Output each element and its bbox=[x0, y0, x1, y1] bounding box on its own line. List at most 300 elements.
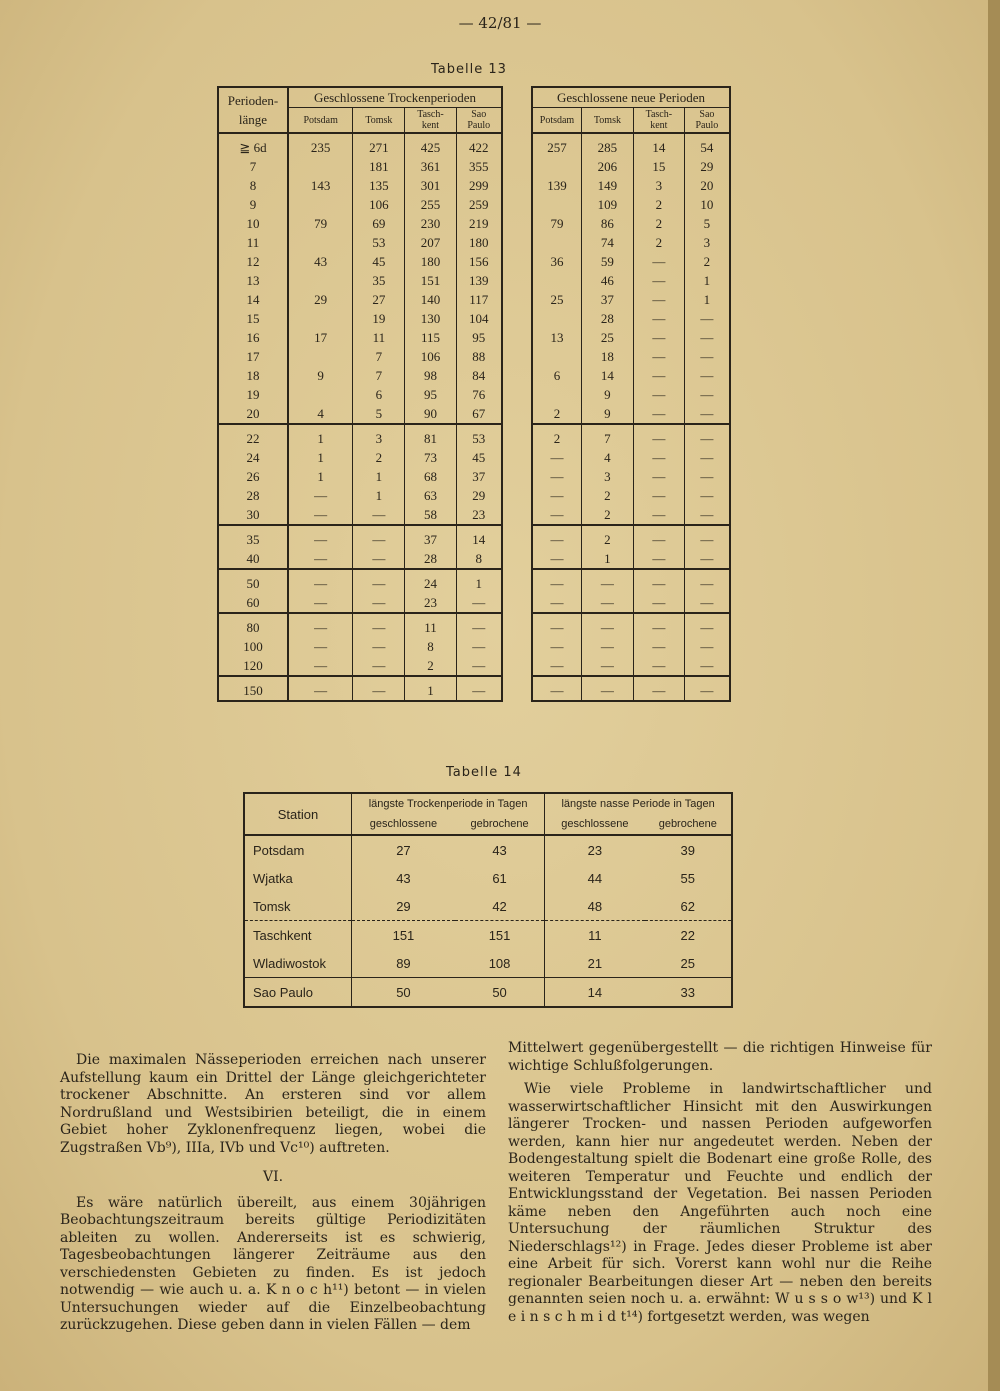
table-cell: 69 bbox=[353, 214, 405, 233]
table-cell: 13 bbox=[550, 330, 564, 345]
table-cell: 45 bbox=[456, 448, 502, 467]
table-row bbox=[218, 676, 502, 701]
text-column-right bbox=[508, 1040, 932, 1332]
table-cell: 2 bbox=[582, 486, 634, 505]
table-cell: — bbox=[353, 505, 405, 525]
table-cell: — bbox=[582, 637, 634, 656]
table-cell: 106 bbox=[353, 195, 405, 214]
table-cell bbox=[288, 309, 353, 328]
table-cell: 14 bbox=[456, 525, 502, 549]
table-cell: — bbox=[684, 328, 730, 347]
table-cell: 46 bbox=[582, 271, 634, 290]
table-cell: 14 bbox=[633, 133, 684, 157]
table-cell: 27 bbox=[353, 290, 405, 309]
table-row bbox=[532, 252, 730, 271]
table-cell: — bbox=[456, 676, 502, 701]
table14-longest-periods bbox=[243, 792, 733, 1008]
table-cell: — bbox=[633, 290, 684, 309]
table-cell bbox=[532, 157, 582, 176]
table-cell: 9 bbox=[288, 366, 353, 385]
table13-caption: Tabelle 13 bbox=[431, 62, 507, 77]
station-name: Taschkent bbox=[244, 921, 352, 950]
table-cell: — bbox=[353, 637, 405, 656]
table-cell: — bbox=[288, 593, 353, 613]
table-cell: — bbox=[633, 656, 684, 676]
table-cell: 1 bbox=[288, 467, 353, 486]
table-cell: 151 bbox=[455, 921, 545, 950]
table-cell: 8 bbox=[218, 176, 288, 195]
table-cell: 8 bbox=[405, 637, 456, 656]
table-cell: 207 bbox=[405, 233, 456, 252]
table-row bbox=[218, 656, 502, 676]
table-cell: — bbox=[633, 676, 684, 701]
table-cell: — bbox=[633, 271, 684, 290]
table-row bbox=[218, 214, 502, 233]
table-cell: — bbox=[456, 656, 502, 676]
table-row bbox=[218, 252, 502, 271]
table-row bbox=[532, 290, 730, 309]
table-cell: 60 bbox=[218, 593, 288, 613]
table-cell: ≧ 6d bbox=[218, 133, 288, 157]
table-cell: 28 bbox=[405, 549, 456, 569]
table-cell: — bbox=[353, 676, 405, 701]
table-cell: 58 bbox=[405, 505, 456, 525]
section-heading: VI. bbox=[262, 1169, 284, 1185]
table-cell: 230 bbox=[405, 214, 456, 233]
table-cell: 37 bbox=[582, 290, 634, 309]
table-cell: — bbox=[633, 593, 684, 613]
table-cell: 17 bbox=[288, 328, 353, 347]
table13-new-periods bbox=[531, 86, 731, 702]
table-cell: — bbox=[684, 467, 730, 486]
table-cell bbox=[532, 195, 582, 214]
table-row bbox=[532, 214, 730, 233]
table-cell: — bbox=[532, 676, 582, 701]
col-head-right-0: Potsdam bbox=[532, 108, 582, 134]
table-cell: 3 bbox=[353, 424, 405, 448]
col-group-wet: längste nasse Periode in Tagen bbox=[561, 798, 715, 810]
table-cell: 15 bbox=[633, 157, 684, 176]
paragraph: Es wäre natürlich übereilt, aus einem 30jährigen Beobachtungszeitraum bereits gültige Periodizitäten ableiten zu wollen. Andererseits ist es schwierig, Tagesbeobachtungen längerer Zeiträume aus den verschiedensten Gebieten zu finden. Es ist jedoch notwendig — wie auch u. a. K n o c h¹¹) betont — in vielen Untersuchungen wieder auf die Einzelbeobachtung zurückzugehen. Diese geben dann in vielen Fällen — dem bbox=[60, 1194, 486, 1333]
table-cell: 9 bbox=[218, 195, 288, 214]
table-row bbox=[218, 404, 502, 424]
col-head-left-1: Tomsk bbox=[353, 108, 405, 134]
table-cell: — bbox=[633, 505, 684, 525]
table-cell: 12 bbox=[218, 252, 288, 271]
table-row bbox=[532, 486, 730, 505]
table-cell: 20 bbox=[684, 176, 730, 195]
table-cell: 219 bbox=[456, 214, 502, 233]
table-row bbox=[218, 525, 502, 549]
table-cell: 2 bbox=[553, 406, 561, 421]
table-cell: 108 bbox=[455, 949, 545, 978]
table-cell: — bbox=[288, 613, 353, 637]
table-cell: 19 bbox=[218, 385, 288, 404]
table-cell: — bbox=[633, 385, 684, 404]
table-cell: 355 bbox=[456, 157, 502, 176]
table-cell: — bbox=[582, 613, 634, 637]
table-cell: 29 bbox=[288, 290, 353, 309]
table-cell: — bbox=[633, 252, 684, 271]
table-cell: — bbox=[550, 488, 564, 503]
table-cell: 156 bbox=[456, 252, 502, 271]
table-cell: — bbox=[684, 385, 730, 404]
table-row bbox=[244, 892, 732, 921]
table-cell: 117 bbox=[456, 290, 502, 309]
table-cell: 1 bbox=[288, 424, 353, 448]
table-cell: — bbox=[633, 525, 684, 549]
table-cell: 50 bbox=[218, 569, 288, 593]
table-cell: — bbox=[684, 505, 730, 525]
table14-caption: Tabelle 14 bbox=[446, 765, 522, 780]
table-cell: — bbox=[633, 637, 684, 656]
table-row bbox=[532, 656, 730, 676]
table-cell: — bbox=[684, 366, 730, 385]
table-row bbox=[218, 424, 502, 448]
table-cell: 2 bbox=[633, 214, 684, 233]
table-cell: 37 bbox=[405, 525, 456, 549]
table-cell: 23 bbox=[456, 505, 502, 525]
table-row bbox=[532, 176, 730, 195]
table-cell: 25 bbox=[582, 328, 634, 347]
table-cell: 1 bbox=[288, 448, 353, 467]
table-cell: 25 bbox=[550, 292, 564, 307]
col-head-periodenlaenge: Perioden- länge bbox=[218, 87, 288, 133]
table-cell: 48 bbox=[587, 898, 603, 914]
table-cell bbox=[288, 271, 353, 290]
table-cell: 257 bbox=[547, 140, 567, 155]
table-cell: 271 bbox=[353, 133, 405, 157]
table-cell: — bbox=[633, 328, 684, 347]
table-cell: 7 bbox=[582, 424, 634, 448]
table-cell: — bbox=[353, 593, 405, 613]
table-cell: 1 bbox=[684, 290, 730, 309]
table-cell: 53 bbox=[456, 424, 502, 448]
table-cell: 139 bbox=[456, 271, 502, 290]
table-cell: 67 bbox=[456, 404, 502, 424]
table-row bbox=[218, 613, 502, 637]
table-cell: — bbox=[582, 656, 634, 676]
table-cell: 17 bbox=[218, 347, 288, 366]
table-cell: 14 bbox=[218, 290, 288, 309]
table-cell: 16 bbox=[218, 328, 288, 347]
table-cell: 2 bbox=[353, 448, 405, 467]
table-cell: 9 bbox=[582, 404, 634, 424]
table-cell: 53 bbox=[353, 233, 405, 252]
col-head-right-3: Sao Paulo bbox=[684, 108, 730, 134]
table-cell: 4 bbox=[288, 404, 353, 424]
table-cell: — bbox=[582, 676, 634, 701]
table-cell: 90 bbox=[405, 404, 456, 424]
table-cell: 4 bbox=[582, 448, 634, 467]
table-cell: — bbox=[288, 676, 353, 701]
table-cell: 37 bbox=[456, 467, 502, 486]
table-cell: 43 bbox=[455, 835, 545, 864]
table-cell: 86 bbox=[582, 214, 634, 233]
table-row bbox=[532, 637, 730, 656]
table-cell: 1 bbox=[353, 467, 405, 486]
table-cell: — bbox=[550, 595, 564, 610]
table-cell: — bbox=[288, 505, 353, 525]
table-cell: 2 bbox=[633, 195, 684, 214]
table-cell: 2 bbox=[532, 424, 582, 448]
table-cell: — bbox=[684, 613, 730, 637]
table-cell: 3 bbox=[582, 467, 634, 486]
table-row bbox=[532, 309, 730, 328]
table-cell: 259 bbox=[456, 195, 502, 214]
table-row bbox=[218, 385, 502, 404]
table-cell: 7 bbox=[218, 157, 288, 176]
table-cell: — bbox=[456, 593, 502, 613]
table-cell: 135 bbox=[353, 176, 405, 195]
table-row bbox=[244, 835, 732, 864]
table-cell: 19 bbox=[353, 309, 405, 328]
table-cell: 422 bbox=[456, 133, 502, 157]
table-cell: — bbox=[684, 448, 730, 467]
table-cell: 39 bbox=[680, 842, 695, 858]
table-cell: 301 bbox=[405, 176, 456, 195]
table-cell bbox=[288, 233, 353, 252]
table-cell: 14 bbox=[545, 978, 645, 1008]
table-cell: 54 bbox=[684, 133, 730, 157]
table-row bbox=[218, 309, 502, 328]
table-row bbox=[218, 549, 502, 569]
table-cell bbox=[532, 347, 582, 366]
table-row bbox=[532, 467, 730, 486]
table-cell: — bbox=[633, 448, 684, 467]
table-cell: 25 bbox=[680, 955, 695, 971]
table-cell: 79 bbox=[288, 214, 353, 233]
table-cell: — bbox=[288, 637, 353, 656]
table-cell: — bbox=[633, 404, 684, 424]
table-cell: 7 bbox=[353, 347, 405, 366]
sub-wet-gebrochene: gebrochene bbox=[645, 814, 732, 835]
table-cell: 120 bbox=[218, 656, 288, 676]
table-cell: 130 bbox=[405, 309, 456, 328]
table-cell: 24 bbox=[218, 448, 288, 467]
table-cell: 180 bbox=[456, 233, 502, 252]
table-cell: — bbox=[684, 347, 730, 366]
table-cell: 28 bbox=[582, 309, 634, 328]
table-cell: 11 bbox=[353, 328, 405, 347]
table-cell: 1 bbox=[353, 486, 405, 505]
table-cell: 73 bbox=[405, 448, 456, 467]
text-column-left bbox=[60, 1052, 486, 1341]
table-cell: — bbox=[684, 593, 730, 613]
table-cell: — bbox=[684, 525, 730, 549]
table-cell bbox=[288, 157, 353, 176]
table-row bbox=[218, 637, 502, 656]
table-row bbox=[532, 157, 730, 176]
table-row bbox=[532, 593, 730, 613]
table-cell: 43 bbox=[396, 870, 411, 886]
table-row bbox=[218, 290, 502, 309]
table-cell: 2 bbox=[582, 525, 634, 549]
table-cell: 5 bbox=[353, 404, 405, 424]
table-cell: 151 bbox=[352, 921, 455, 950]
table-cell: 22 bbox=[645, 921, 732, 950]
table-cell: 35 bbox=[353, 271, 405, 290]
table-row bbox=[244, 978, 732, 1008]
table-cell: 95 bbox=[456, 328, 502, 347]
table-cell: — bbox=[633, 486, 684, 505]
table-row bbox=[532, 133, 730, 157]
table-row bbox=[244, 949, 732, 978]
table-cell: 30 bbox=[218, 505, 288, 525]
table-row bbox=[532, 195, 730, 214]
table-cell: 181 bbox=[353, 157, 405, 176]
col-group-dry: längste Trockenperiode in Tagen bbox=[352, 793, 545, 814]
table-cell: — bbox=[684, 637, 730, 656]
table-cell: — bbox=[633, 309, 684, 328]
table-cell: 36 bbox=[550, 254, 564, 269]
table-cell: — bbox=[532, 569, 582, 593]
table-cell: 150 bbox=[218, 676, 288, 701]
table-cell: — bbox=[633, 613, 684, 637]
table-cell: 95 bbox=[405, 385, 456, 404]
table-cell: 98 bbox=[405, 366, 456, 385]
table-row bbox=[532, 347, 730, 366]
table-cell: 11 bbox=[405, 613, 456, 637]
table-cell: 140 bbox=[405, 290, 456, 309]
table-cell: — bbox=[684, 676, 730, 701]
table-row bbox=[532, 424, 730, 448]
table-cell: 88 bbox=[456, 347, 502, 366]
table-cell: 50 bbox=[455, 978, 545, 1008]
table-cell: 10 bbox=[218, 214, 288, 233]
table-row bbox=[532, 328, 730, 347]
table-cell: — bbox=[633, 424, 684, 448]
table-row bbox=[532, 233, 730, 252]
table-cell: 18 bbox=[218, 366, 288, 385]
table-row bbox=[532, 569, 730, 593]
col-head-left-3: Sao Paulo bbox=[456, 108, 502, 134]
col-group-geschlossene-neue-perioden: Geschlossene neue Perioden bbox=[532, 87, 730, 108]
table-cell: — bbox=[353, 549, 405, 569]
table-cell: 29 bbox=[684, 157, 730, 176]
table-row bbox=[218, 233, 502, 252]
paragraph: Mittelwert gegenübergestellt — die richtigen Hinweise für wichtige Schlußfolgerungen. bbox=[508, 1040, 932, 1074]
col-head-station: Station bbox=[244, 793, 352, 835]
table-row bbox=[532, 366, 730, 385]
station-name: Sao Paulo bbox=[244, 978, 352, 1008]
table-cell: 7 bbox=[353, 366, 405, 385]
station-name: Wjatka bbox=[244, 864, 352, 892]
table-cell: 43 bbox=[288, 252, 353, 271]
table-cell: — bbox=[288, 656, 353, 676]
table-cell: — bbox=[550, 507, 564, 522]
table-cell: 1 bbox=[582, 549, 634, 569]
table-cell: 44 bbox=[587, 870, 603, 886]
table-cell: 139 bbox=[547, 178, 567, 193]
table-cell: — bbox=[684, 549, 730, 569]
table-row bbox=[532, 385, 730, 404]
table-cell: — bbox=[582, 569, 634, 593]
table-cell: 11 bbox=[545, 921, 645, 950]
table-row bbox=[218, 366, 502, 385]
table-cell: 1 bbox=[405, 676, 456, 701]
table-cell: 63 bbox=[405, 486, 456, 505]
table-cell bbox=[288, 347, 353, 366]
table-cell bbox=[532, 385, 582, 404]
table-cell: 28 bbox=[218, 486, 288, 505]
table-row bbox=[218, 328, 502, 347]
table-cell: 8 bbox=[456, 549, 502, 569]
table-row bbox=[532, 549, 730, 569]
table-cell: — bbox=[582, 593, 634, 613]
table-cell: — bbox=[288, 525, 353, 549]
paragraph: Wie viele Probleme in landwirtschaftlicher und wasserwirtschaftlicher Hinsicht mit den Auswirkungen längerer Trocken- und nassen Perioden aufgeworfen werden, kann hier nur angedeutet werden. Neben der Bodengestaltung spielt die Bodenart eine große Rolle, des weiteren Temperatur und Feuchte und endlich der Entwicklungsstand der Vegetation. Bei nassen Perioden käme neben den Angeführten auch noch eine Untersuchung der räumlichen Struktur des Niederschlags¹²) in Frage. Jedes dieser Probleme ist aber eine Arbeit für sich. Vorerst kann wohl nur die Reihe regionaler Bearbeitungen dieser Art — neben den bereits genannten seien noch u. a. erwähnt: W u s s o w¹³) und K l e i n s c h m i d t¹⁴) fortgesetzt werden, was wegen bbox=[508, 1081, 932, 1325]
table-cell: — bbox=[550, 450, 564, 465]
table-cell: — bbox=[532, 613, 582, 637]
table-row bbox=[218, 195, 502, 214]
table-row bbox=[218, 133, 502, 157]
table-cell: 235 bbox=[288, 133, 353, 157]
table-cell: 100 bbox=[218, 637, 288, 656]
table-row bbox=[532, 525, 730, 549]
table-cell: 13 bbox=[218, 271, 288, 290]
table-cell: 84 bbox=[456, 366, 502, 385]
table-cell: 1 bbox=[684, 271, 730, 290]
table-cell bbox=[532, 309, 582, 328]
table-row bbox=[218, 176, 502, 195]
table-cell: 361 bbox=[405, 157, 456, 176]
table-row bbox=[532, 613, 730, 637]
table-cell: — bbox=[456, 613, 502, 637]
table-cell: — bbox=[288, 486, 353, 505]
table-cell bbox=[288, 195, 353, 214]
table-cell: 68 bbox=[405, 467, 456, 486]
table-cell: 26 bbox=[218, 467, 288, 486]
table-cell: 255 bbox=[405, 195, 456, 214]
table-cell: 151 bbox=[405, 271, 456, 290]
station-name: Tomsk bbox=[244, 892, 352, 921]
table-cell: 3 bbox=[684, 233, 730, 252]
table-cell: 5 bbox=[684, 214, 730, 233]
table-cell: — bbox=[633, 366, 684, 385]
table-row bbox=[218, 467, 502, 486]
table-cell: — bbox=[288, 549, 353, 569]
sub-dry-gebrochene: gebrochene bbox=[455, 814, 545, 835]
page-number: — 42/81 — bbox=[458, 14, 542, 32]
table-cell: — bbox=[353, 656, 405, 676]
table-cell: 21 bbox=[587, 955, 603, 971]
col-group-geschlossene-trockenperioden: Geschlossene Trockenperioden bbox=[288, 87, 502, 108]
table-cell: — bbox=[633, 549, 684, 569]
table-cell: 2 bbox=[633, 233, 684, 252]
table-row bbox=[218, 448, 502, 467]
table-cell: — bbox=[288, 569, 353, 593]
table-cell: 27 bbox=[396, 842, 411, 858]
table-cell: 10 bbox=[684, 195, 730, 214]
table-cell: — bbox=[532, 525, 582, 549]
table-cell: 40 bbox=[218, 549, 288, 569]
table-cell: 35 bbox=[218, 525, 288, 549]
table-cell: 23 bbox=[405, 593, 456, 613]
table-row bbox=[532, 505, 730, 525]
table-cell bbox=[288, 385, 353, 404]
table-cell: — bbox=[684, 569, 730, 593]
sub-wet-geschlossene: geschlossene bbox=[545, 814, 645, 835]
col-head-right-1: Tomsk bbox=[582, 108, 634, 134]
station-name: Wladiwostok bbox=[244, 949, 352, 978]
table-cell: 29 bbox=[396, 898, 411, 914]
table-cell: — bbox=[353, 613, 405, 637]
table-cell: 20 bbox=[218, 404, 288, 424]
table-cell: 24 bbox=[405, 569, 456, 593]
table-row bbox=[244, 864, 732, 892]
table-cell: 79 bbox=[550, 216, 564, 231]
